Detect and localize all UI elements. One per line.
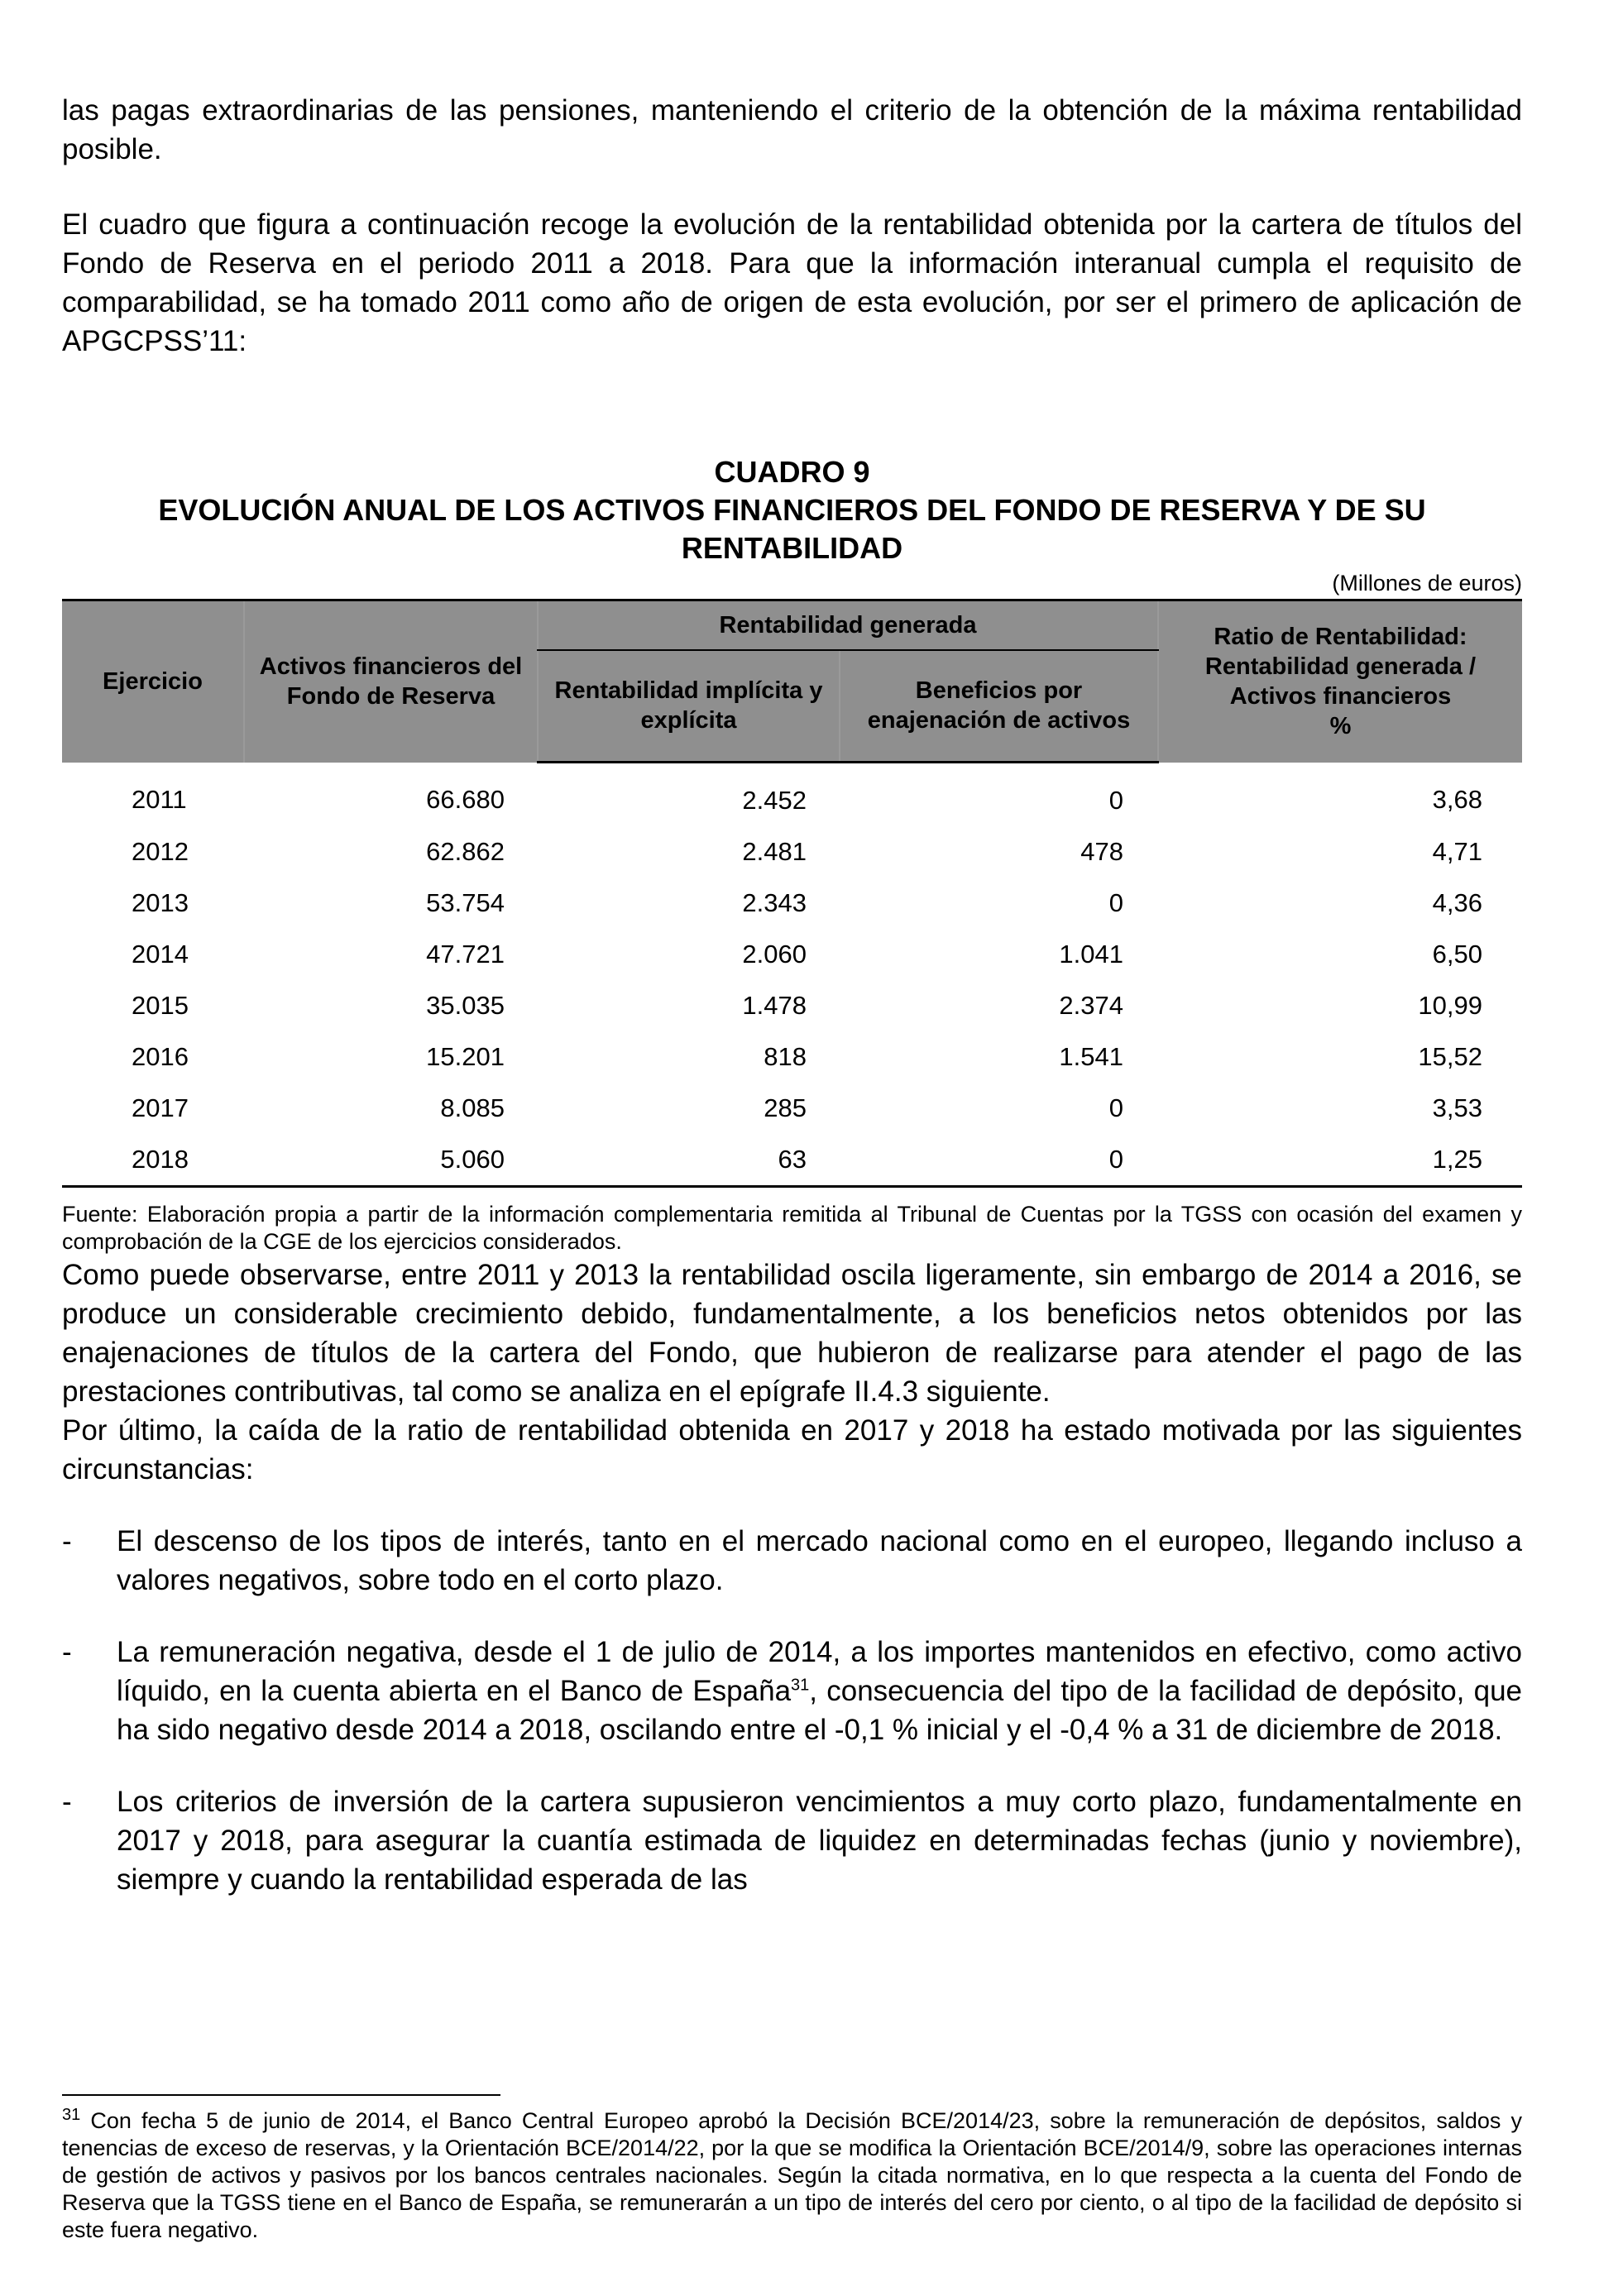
cell-activos: 8.085 — [440, 1093, 505, 1122]
footnote-separator — [62, 2094, 500, 2096]
cell-rentabilidad: 1.478 — [742, 991, 807, 1020]
paragraph-circumstances: Por último, la caída de la ratio de rentabilidad obtenida en 2017 y 2018 ha estado motivada por las siguientes circunstancias: — [62, 1414, 1522, 1485]
cell-activos: 66.680 — [426, 785, 505, 815]
cell-rentabilidad: 63 — [538, 1134, 840, 1187]
table-body — [62, 763, 1522, 1187]
cell-ratio: 15,52 — [1418, 1042, 1482, 1071]
cell-activos: 35.035 — [426, 991, 505, 1020]
cell-ratio: 3,53 — [1432, 1093, 1482, 1122]
bullet-dash: - — [62, 1636, 72, 1668]
bullet-text-part: La remuneración negativa, desde el 1 de julio de 2014, a los importes mantenidos en efectivo, como activo líquido, en la cuenta abierta en el Banco de España — [117, 1636, 1522, 1707]
table-row — [62, 826, 1522, 878]
cell-beneficios: 0 — [1108, 786, 1123, 815]
header-ratio — [1158, 600, 1522, 763]
bullet-dash: - — [62, 1786, 72, 1818]
bullet-text — [117, 1633, 1522, 1749]
cell-ejercicio: 2017 — [132, 1093, 189, 1122]
cell-rentabilidad: 2.481 — [742, 837, 807, 866]
bullet-text: El descenso de los tipos de interés, tanto en el mercado nacional como en el europeo, llegando incluso a valores negativos, sobre todo en el corto plazo. — [117, 1525, 1522, 1596]
cell-ratio: 10,99 — [1418, 991, 1482, 1020]
data-table — [62, 599, 1522, 1188]
paragraph-intro: las pagas extraordinarias de las pensiones, manteniendo el criterio de la obtención de la máxima rentabilidad posible. — [62, 94, 1522, 165]
bullet-dash: - — [62, 1525, 72, 1557]
cell-beneficios: 0 — [840, 1134, 1158, 1187]
bullet-item — [62, 1522, 1522, 1600]
cell-ejercicio: 2011 — [132, 785, 187, 815]
table-row — [62, 929, 1522, 980]
cell-ejercicio: 2015 — [132, 991, 189, 1020]
cell-ejercicio: 2012 — [132, 837, 189, 866]
bullet-text-part: , consecuencia del tipo de la facilidad de depósito, que ha sido negativo desde 2014 a 2018, oscilando entre el -0,1 % inicial y el -0,4 % a 31 de diciembre de 2018. — [117, 1675, 1523, 1746]
table-row — [62, 1083, 1522, 1134]
cell-activos: 62.862 — [426, 837, 505, 866]
table-caption — [62, 453, 1522, 567]
footnote-ref[interactable]: 31 — [791, 1676, 810, 1695]
cell-ratio: 1,25 — [1158, 1134, 1522, 1187]
header-rentabilidad-generada: Rentabilidad generada — [538, 600, 1158, 650]
cell-activos: 5.060 — [244, 1134, 538, 1187]
table-row — [62, 1134, 1522, 1187]
cell-beneficios: 2.374 — [1059, 991, 1123, 1020]
table-source: Fuente: Elaboración propia a partir de la información complementaria remitida al Tribunal de Cuentas por la TGSS con ocasión del examen y comprobación de la CGE de los ejercicios considerados. — [62, 1202, 1522, 1254]
cell-rentabilidad: 818 — [764, 1042, 807, 1071]
paragraph-analysis: Como puede observarse, entre 2011 y 2013 la rentabilidad oscila ligeramente, sin embargo de 2014 a 2016, se produce un considerable crecimiento debido, fundamentalmente, a los beneficios netos obtenidos por las enajenaciones de títulos de la cartera del Fondo, que hubieron de realizarse para atender el pago de las prestaciones contributivas, tal como se analiza en el epígrafe II.4.3 siguiente. — [62, 1259, 1522, 1408]
bullet-item — [62, 1782, 1522, 1899]
header-ejercicio: Ejercicio — [62, 600, 244, 763]
cell-rentabilidad: 2.343 — [742, 888, 807, 917]
cell-ejercicio: 2016 — [132, 1042, 189, 1071]
table-title-line: RENTABILIDAD — [681, 531, 903, 565]
cell-ratio: 6,50 — [1432, 940, 1482, 969]
cell-beneficios: 0 — [1108, 888, 1123, 917]
paragraph-cuadro-description: El cuadro que figura a continuación recoge la evolución de la rentabilidad obtenida por la cartera de títulos del Fondo de Reserva en el periodo 2011 a 2018. Para que la información interanual cumpla el requisito de comparabilidad, se ha tomado 2011 como año de origen de esta evolución, por ser el primero de aplicación de APGCPSS’11: — [62, 208, 1522, 357]
table-title-line: EVOLUCIÓN ANUAL DE LOS ACTIVOS FINANCIEROS DEL FONDO DE RESERVA Y DE SU — [158, 493, 1426, 527]
cell-ejercicio: 2013 — [132, 888, 189, 917]
cell-ratio: 4,71 — [1432, 837, 1482, 866]
cell-rentabilidad: 285 — [764, 1093, 807, 1122]
bullet-text: Los criterios de inversión de la cartera supusieron vencimientos a muy corto plazo, fundamentalmente en 2017 y 2018, para asegurar la cuantía estimada de liquidez en determinadas fechas (junio y noviembre), siempre y cuando la rentabilidad esperada de las — [117, 1786, 1522, 1896]
cell-activos: 15.201 — [426, 1042, 505, 1071]
header-ratio-line: Ratio de Rentabilidad: — [1214, 624, 1467, 651]
cell-beneficios: 0 — [1108, 1093, 1123, 1122]
table-row — [62, 980, 1522, 1031]
header-activos: Activos financieros del Fondo de Reserva — [244, 600, 538, 763]
header-ratio-line: Activos financieros — [1229, 683, 1452, 710]
cell-beneficios: 1.041 — [1059, 940, 1123, 969]
footnote — [62, 2107, 1522, 2244]
table-units: (Millones de euros) — [1332, 571, 1522, 596]
cell-rentabilidad: 2.452 — [742, 786, 807, 815]
bullet-item — [62, 1633, 1522, 1749]
cell-beneficios: 1.541 — [1059, 1042, 1123, 1071]
header-ratio-line: Rentabilidad generada / — [1204, 653, 1477, 681]
document-page — [62, 91, 1522, 1899]
table-row — [62, 763, 1522, 827]
footnote-number: 31 — [62, 2106, 81, 2124]
cell-activos: 53.754 — [426, 888, 505, 917]
table-row — [62, 878, 1522, 929]
cell-ratio: 3,68 — [1432, 785, 1482, 815]
table-row — [62, 1031, 1522, 1083]
table-number: CUADRO 9 — [714, 455, 870, 489]
footnote-text: Con fecha 5 de junio de 2014, el Banco Central Europeo aprobó la Decisión BCE/2014/23, sobre la remuneración de depósitos, saldos y tenencias de exceso de reservas, y la Orientación BCE/2014/22, por la que se modifica la Orientación BCE/2014/9, sobre las operaciones internas de gestión de activos y pasivos por los bancos centrales nacionales. Según la citada normativa, en lo que respecta a la cuenta del Fondo de Reserva que la TGSS tiene en el Banco de España, se remunerarán a un tipo de interés del cero por ciento, o al tipo de la facilidad de depósito si este fuera negativo. — [62, 2108, 1522, 2242]
header-ratio-line: % — [1329, 713, 1352, 740]
cell-rentabilidad: 2.060 — [742, 940, 807, 969]
cell-ratio: 4,36 — [1432, 888, 1482, 917]
header-rentabilidad-implicita: Rentabilidad implícita y explícita — [538, 650, 840, 763]
cell-activos: 47.721 — [426, 940, 505, 969]
cell-ejercicio: 2014 — [132, 940, 189, 969]
header-beneficios: Beneficios por enajenación de activos — [840, 650, 1158, 763]
cell-ejercicio: 2018 — [62, 1134, 244, 1187]
cell-beneficios: 478 — [1080, 837, 1123, 866]
